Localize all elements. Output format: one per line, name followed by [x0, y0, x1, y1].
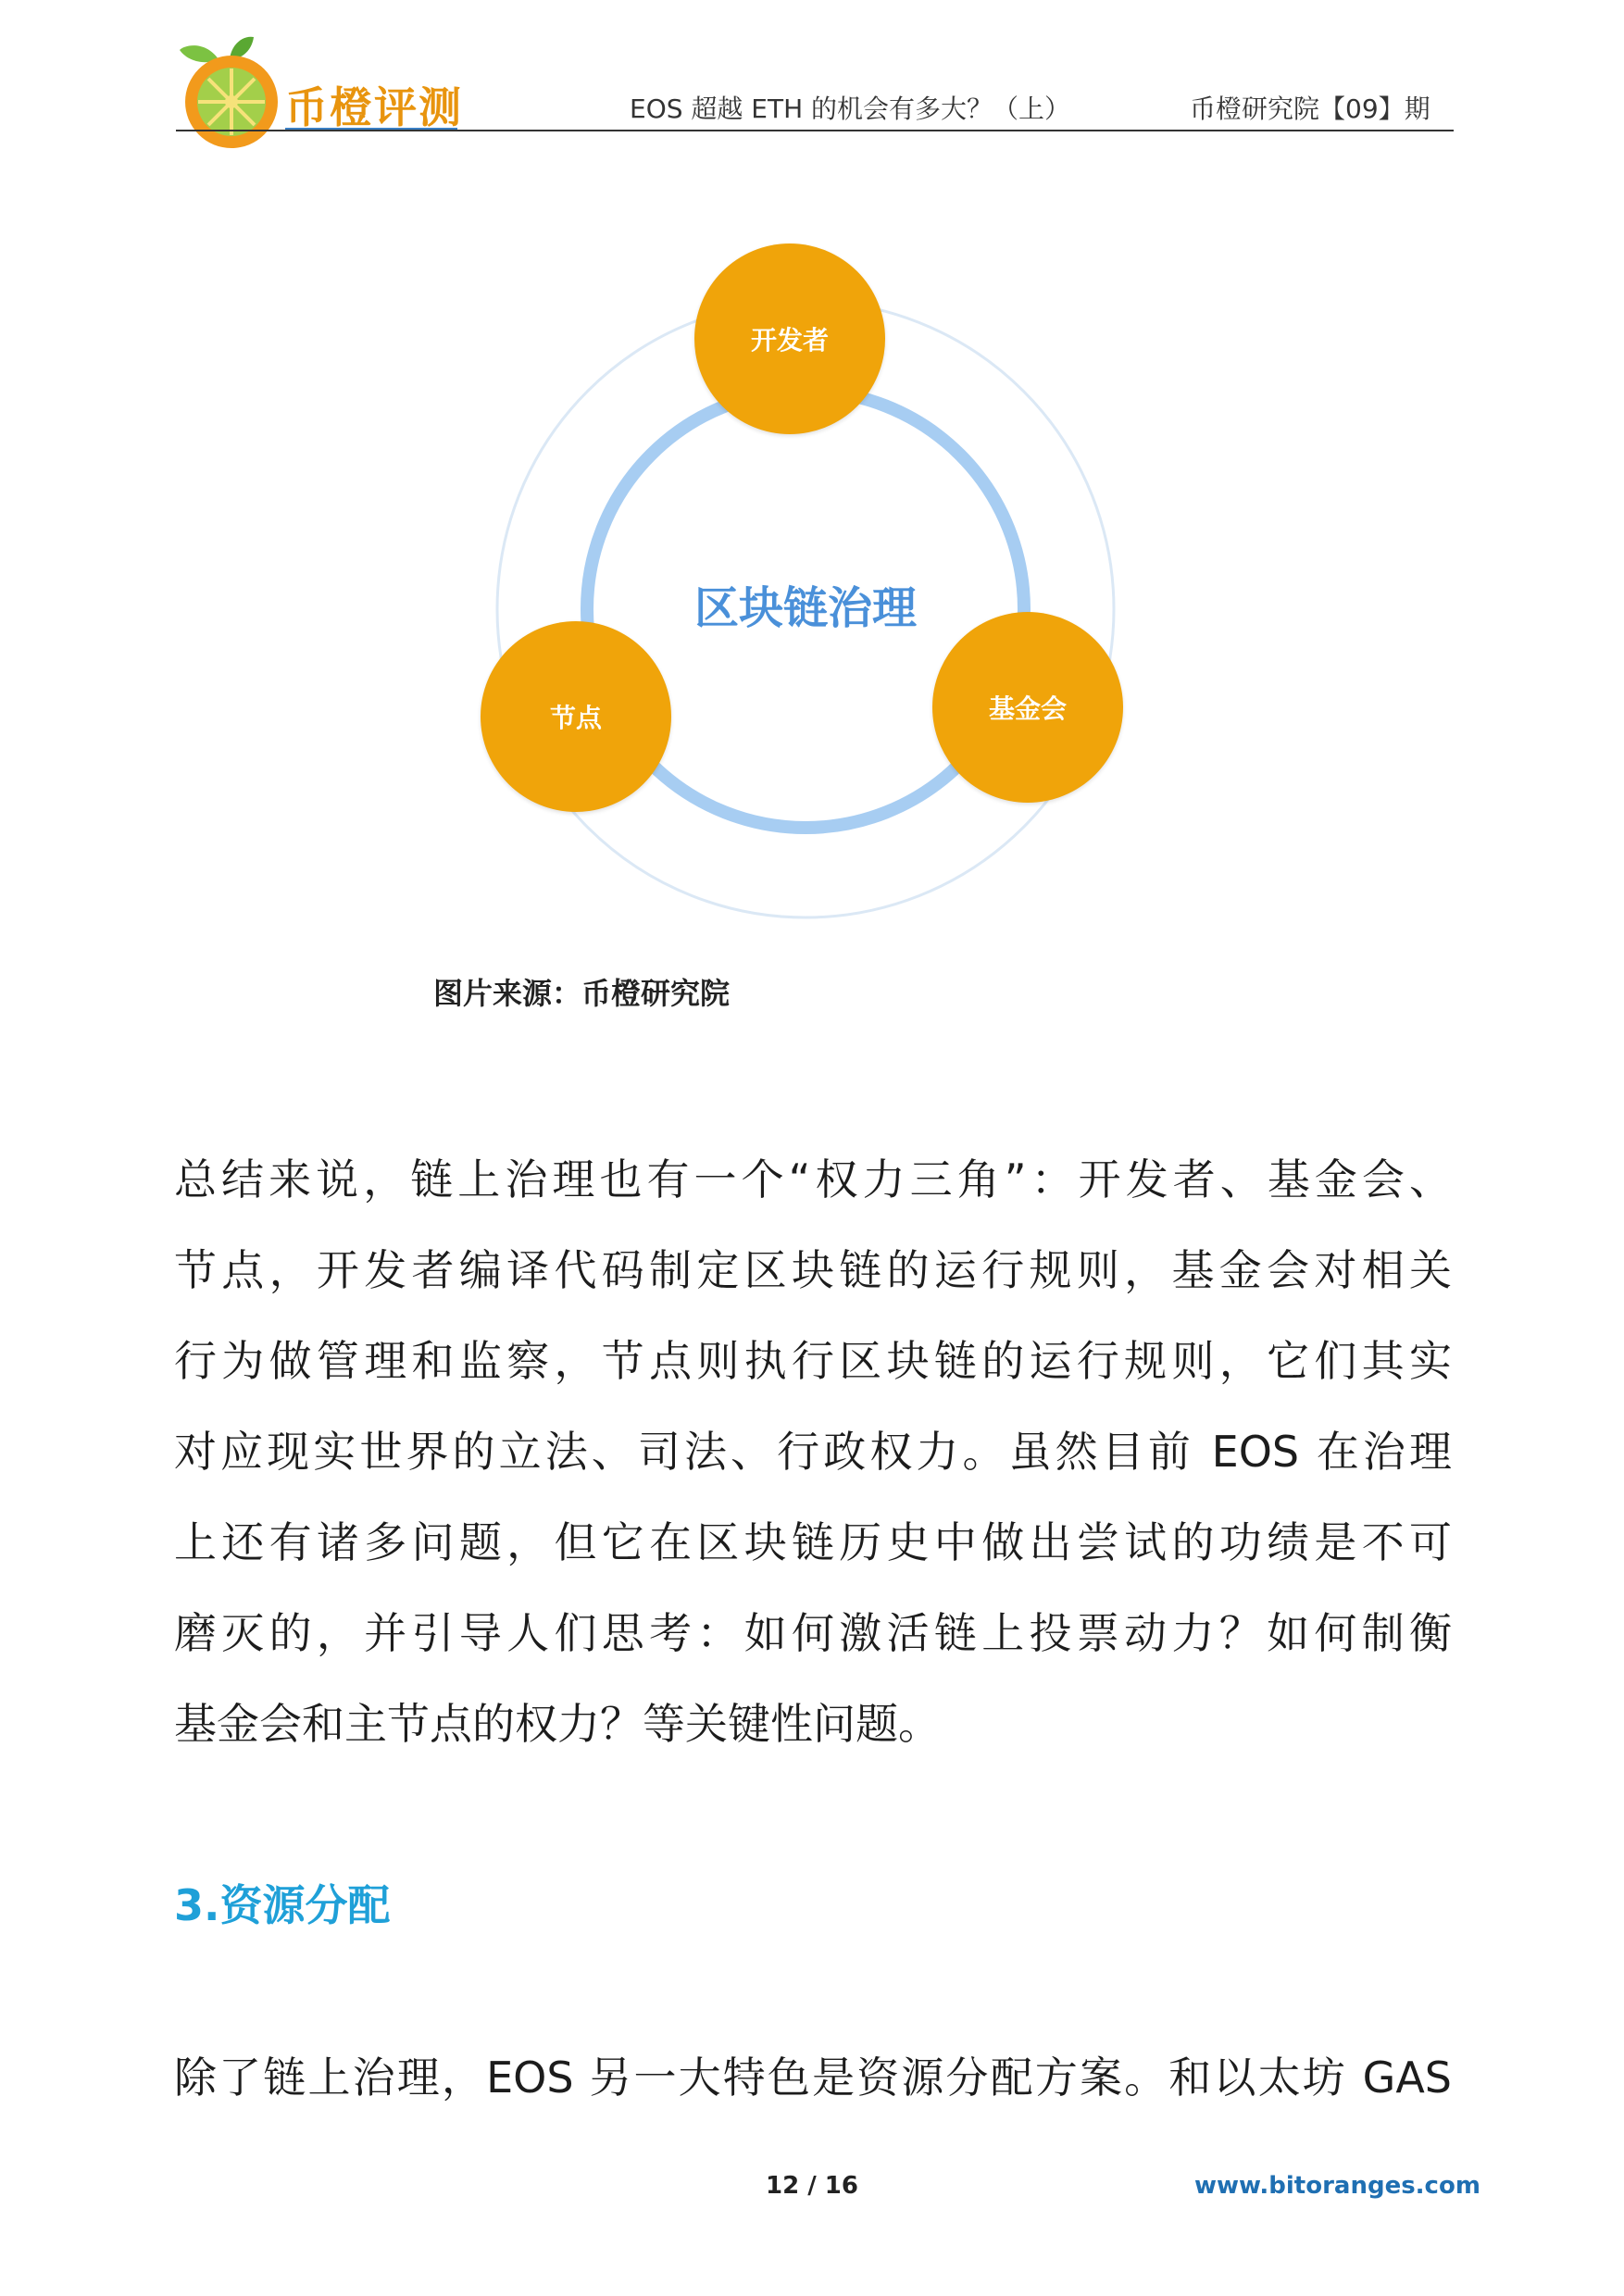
paragraph-line: 上还有诸多问题，但它在区块链历史中做出尝试的功绩是不可: [174, 1517, 1452, 1567]
paragraph-line: 总结来说，链上治理也有一个“权力三角”：开发者、基金会、: [174, 1154, 1452, 1204]
logo-text: 币橙评测: [285, 82, 463, 132]
governance-diagram: [472, 231, 1139, 935]
node-node: 节点: [481, 621, 671, 812]
paragraph-line: 对应现实世界的立法、司法、行政权力。虽然目前 EOS 在治理: [174, 1427, 1452, 1477]
foundation-node: 基金会: [932, 612, 1123, 803]
logo-orange-icon: [174, 31, 285, 152]
diagram-center-label: 区块链治理: [693, 582, 917, 634]
website-link[interactable]: www.bitoranges.com: [1194, 2172, 1480, 2200]
paragraph-line: 节点，开发者编译代码制定区块链的运行规则，基金会对相关: [174, 1245, 1452, 1295]
section-heading: 3.资源分配: [174, 1880, 391, 1930]
paragraph-line: 磨灭的，并引导人们思考：如何激活链上投票动力？如何制衡: [174, 1608, 1452, 1658]
summary-paragraph: [174, 1134, 1452, 1769]
image-caption: 图片来源：币橙研究院: [433, 976, 731, 1011]
paragraph-line: 行为做管理和监察，节点则执行区块链的运行规则，它们其实: [174, 1336, 1452, 1386]
paragraph-line: 基金会和主节点的权力？等关键性问题。: [174, 1699, 941, 1749]
document-title: EOS 超越 ETH 的机会有多大？（上）: [630, 94, 1071, 124]
developer-node: 开发者: [694, 243, 885, 434]
page-number: 12 / 16: [766, 2172, 858, 2200]
issue-label: 币橙研究院【09】期: [1190, 94, 1430, 124]
paragraph-line: 除了链上治理，EOS 另一大特色是资源分配方案。和以太坊 GAS: [174, 2053, 1452, 2103]
header-divider: [176, 130, 1454, 131]
resource-paragraph: [174, 2032, 1452, 2123]
